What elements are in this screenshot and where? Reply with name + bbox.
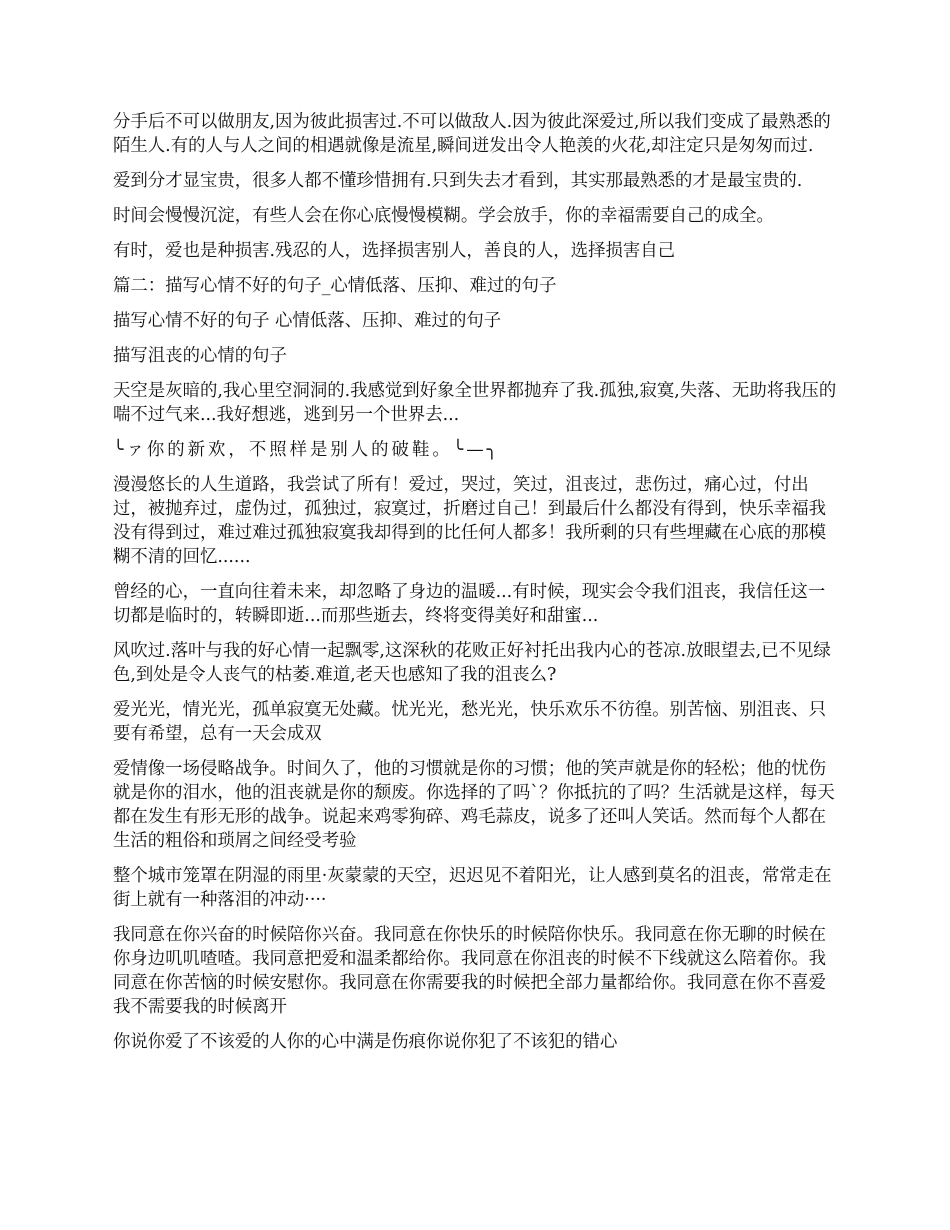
section-heading: 篇二：描写心情不好的句子_心情低落、压抑、难过的句子 [113, 276, 557, 296]
paragraph-1: 分手后不可以做朋友,因为彼此损害过.不可以做敌人.因为彼此深爱过,所以我们变成了最熟悉的陌生人.有的人与人之间的相遇就像是流星,瞬间迸发出令人艳羡的火花,却注定只是匆匆而过. [113, 112, 831, 156]
paragraph-7: 漫漫悠长的人生道路，我尝试了所有！爱过，哭过，笑过，沮丧过，悲伤过，痛心过，付出过，被抛弃过，虚伪过，孤独过，寂寞过，折磨过自己！到最后什么都没有得到，快乐幸福我没有得到过，难过难过孤独寂寞我却得到的比任何人都多！我所剩的只有些埋藏在心底的那模糊不清的回忆...... [113, 475, 827, 567]
paragraph-12: 整个城市笼罩在阴湿的雨里·灰蒙蒙的天空，迟迟见不着阳光，让人感到莫名的沮丧，常常走在街上就有一种落泪的冲动···· [113, 866, 832, 910]
paragraph-9: 风吹过.落叶与我的好心情一起飘零,这深秋的花败正好衬托出我内心的苍凉.放眼望去,已不见绿色,到处是令人丧气的枯萎.难道,老天也感知了我的沮丧么? [113, 641, 831, 685]
paragraph-13: 我同意在你兴奋的时候陪你兴奋。我同意在你快乐的时候陪你快乐。我同意在你无聊的时候在你身边叽叽喳喳。我同意把爱和温柔都给你。我同意在你沮丧的时候不下线就这么陪着你。我同意在你苦恼的时候安慰你。我同意在你需要我的时候把全部力量都给你。我同意在你不喜爱我不需要我的时候离开 [113, 925, 827, 1017]
paragraph-8: 曾经的心，一直向往着未来，却忽略了身边的温暖...有时候，现实会令我们沮丧，我信任这一切都是临时的，转瞬即逝...而那些逝去，终将变得美好和甜蜜... [113, 582, 826, 626]
paragraph-11: 爱情像一场侵略战争。时间久了，他的习惯就是你的习惯；他的笑声就是你的轻松；他的忧伤就是你的泪水，他的沮丧就是你的颓废。你选择的了吗`？你抵抗的了吗？生活就是这样，每天都在发生有形无形的战争。说起来鸡零狗碎、鸡毛蒜皮，说多了还叫人笑话。然而每个人都在生活的粗俗和琐屑之间经受考验 [113, 759, 835, 851]
document-body [113, 110, 840, 1065]
paragraph-6: ╰ァ你的新欢，不照样是别人的破鞋。╰—╮ [113, 440, 501, 460]
paragraph-14: 你说你爱了不该爱的人你的心中满是伤痕你说你犯了不该犯的错心 [113, 1032, 618, 1052]
subheading-2: 描写沮丧的心情的句子 [113, 346, 287, 366]
paragraph-2: 爱到分才显宝贵，很多人都不懂珍惜拥有.只到失去才看到，其实那最熟悉的才是最宝贵的. [113, 171, 803, 191]
paragraph-10: 爱光光，情光光，孤单寂寞无处藏。忧光光，愁光光，快乐欢乐不彷徨。别苦恼、别沮丧、只要有希望，总有一天会成双 [113, 700, 827, 744]
paragraph-4: 有时，爱也是种损害.残忍的人，选择损害别人，善良的人，选择损害自己 [113, 241, 676, 261]
paragraph-5: 天空是灰暗的,我心里空洞洞的.我感觉到好象全世界都抛弃了我.孤独,寂寞,失落、无助将我压的喘不过气来...我好想逃，逃到另一个世界去... [113, 381, 837, 425]
paragraph-3: 时间会慢慢沉淀，有些人会在你心底慢慢模糊。学会放手，你的幸福需要自己的成全。 [113, 206, 774, 226]
subheading-1: 描写心情不好的句子 心情低落、压抑、难过的句子 [113, 311, 502, 331]
